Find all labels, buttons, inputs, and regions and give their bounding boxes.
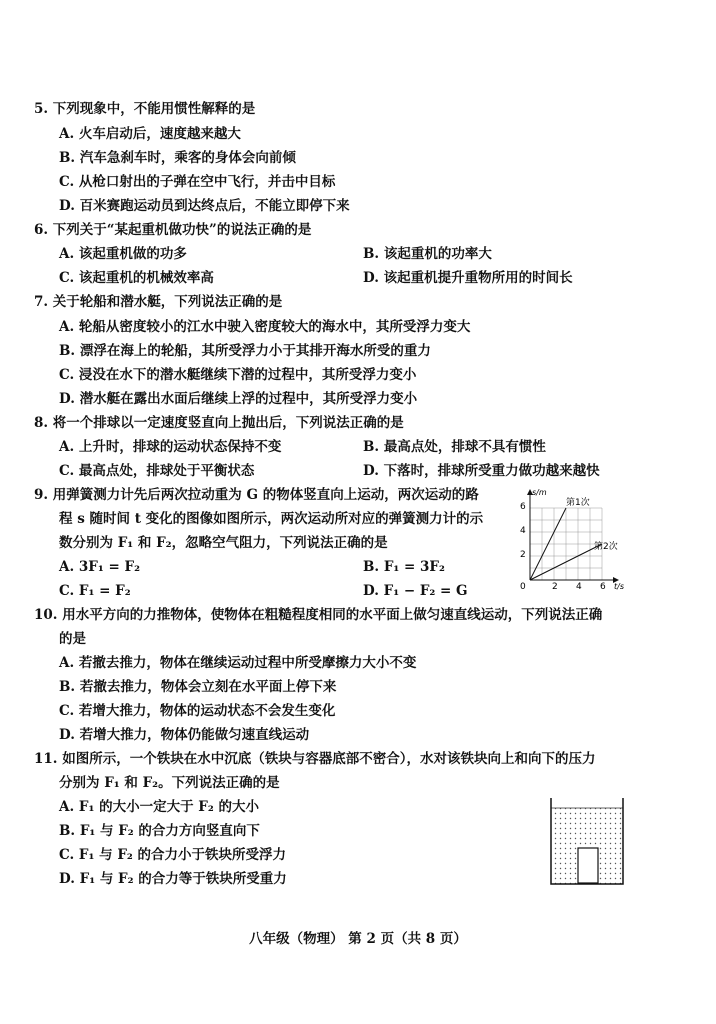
q8-option-a[interactable]: A. 上升时，排球的运动状态保持不变: [59, 439, 282, 455]
q11-option-d[interactable]: D. F₁ 与 F₂ 的合力等于铁块所受重力: [59, 871, 287, 887]
q9-option-d[interactable]: D. F₁ − F₂ = G: [363, 583, 468, 599]
q7-option-d[interactable]: D. 潜水艇在露出水面后继续上浮的过程中，其所受浮力变小: [59, 391, 418, 407]
graph-x-tick-4: 4: [576, 582, 582, 592]
q5-option-c[interactable]: C. 从枪口射出的子弹在空中飞行，并击中目标: [59, 174, 336, 190]
q11-stem-line2: 分别为 F₁ 和 F₂。下列说法正确的是: [59, 775, 280, 791]
q9-option-a[interactable]: A. 3F₁ = F₂: [59, 559, 140, 575]
graph-y-tick-6: 6: [520, 502, 526, 512]
q8-option-d[interactable]: D. 下落时，排球所受重力做功越来越快: [363, 463, 600, 479]
q5-option-d[interactable]: D. 百米赛跑运动员到达终点后，不能立即停下来: [59, 198, 350, 214]
q10-option-a[interactable]: A. 若撤去推力，物体在继续运动过程中所受摩擦力大小不变: [59, 655, 417, 671]
q6-option-c[interactable]: C. 该起重机的机械效率高: [59, 270, 214, 286]
q9-st-graph: [510, 486, 628, 592]
q5-option-b[interactable]: B. 汽车急刹车时，乘客的身体会向前倾: [59, 150, 296, 166]
q9-option-c[interactable]: C. F₁ = F₂: [59, 583, 131, 599]
q5-stem: 5. 下列现象中，不能用惯性解释的是: [34, 101, 256, 117]
graph-line2-label: 第2次: [594, 542, 618, 552]
q6-option-d[interactable]: D. 该起重机提升重物所用的时间长: [363, 270, 573, 286]
q10-stem-line1: 10. 用水平方向的力推物体，使物体在粗糙程度相同的水平面上做匀速直线运动，下列说法正确: [34, 607, 603, 623]
graph-line1-label: 第1次: [566, 498, 590, 508]
graph-grid: [530, 508, 602, 580]
q11-option-b[interactable]: B. F₁ 与 F₂ 的合力方向竖直向下: [59, 823, 260, 839]
q6-option-a[interactable]: A. 该起重机做的功多: [59, 246, 187, 262]
q11-stem-line1: 11. 如图所示，一个铁块在水中沉底（铁块与容器底部不密合），水对该铁块向上和向下的压力: [34, 751, 596, 767]
graph-x-tick-0: 0: [520, 582, 526, 592]
q7-option-a[interactable]: A. 轮船从密度较小的江水中驶入密度较大的海水中，其所受浮力变大: [59, 319, 471, 335]
q10-option-c[interactable]: C. 若增大推力，物体的运动状态不会发生变化: [59, 703, 336, 719]
q8-option-c[interactable]: C. 最高点处，排球处于平衡状态: [59, 463, 255, 479]
graph-y-tick-2: 2: [520, 550, 526, 560]
q11-option-a[interactable]: A. F₁ 的大小一定大于 F₂ 的大小: [59, 799, 259, 815]
q10-stem-line2: 的是: [59, 631, 86, 647]
q8-stem: 8. 将一个排球以一定速度竖直向上抛出后，下列说法正确的是: [34, 415, 404, 431]
graph-x-tick-2: 2: [552, 582, 558, 592]
q9-stem-line1: 9. 用弹簧测力计先后两次拉动重为 G 的物体竖直向上运动，两次运动的路: [34, 487, 479, 503]
graph-x-tick-6: 6: [600, 582, 606, 592]
iron-block: [578, 848, 598, 883]
q9-stem-line2: 程 s 随时间 t 变化的图像如图所示，两次运动所对应的弹簧测力计的示: [59, 511, 484, 527]
graph-y-tick-4: 4: [520, 526, 526, 536]
graph-x-axis-label: t/s: [614, 582, 624, 591]
q11-option-c[interactable]: C. F₁ 与 F₂ 的合力小于铁块所受浮力: [59, 847, 287, 863]
q10-option-b[interactable]: B. 若撤去推力，物体会立刻在水平面上停下来: [59, 679, 337, 695]
q9-option-b[interactable]: B. F₁ = 3F₂: [363, 559, 445, 575]
q8-option-b[interactable]: B. 最高点处，排球不具有惯性: [363, 439, 546, 455]
q10-option-d[interactable]: D. 若增大推力，物体仍能做匀速直线运动: [59, 727, 310, 743]
q7-stem: 7. 关于轮船和潜水艇，下列说法正确的是: [34, 294, 283, 310]
q11-container-figure: [548, 796, 626, 888]
q6-option-b[interactable]: B. 该起重机的功率大: [363, 246, 492, 262]
q9-stem-line3: 数分别为 F₁ 和 F₂，忽略空气阻力，下列说法正确的是: [59, 535, 388, 551]
q7-option-c[interactable]: C. 浸没在水下的潜水艇继续下潜的过程中，其所受浮力变小: [59, 367, 417, 383]
q5-option-a[interactable]: A. 火车启动后，速度越来越大: [59, 126, 241, 142]
page-footer: 八年级（物理） 第 2 页（共 8 页）: [249, 931, 467, 947]
q7-option-b[interactable]: B. 漂浮在海上的轮船，其所受浮力小于其排开海水所受的重力: [59, 343, 431, 359]
graph-y-axis-label: s/m: [532, 488, 547, 497]
q6-stem: 6. 下列关于“某起重机做功快”的说法正确的是: [34, 222, 312, 238]
